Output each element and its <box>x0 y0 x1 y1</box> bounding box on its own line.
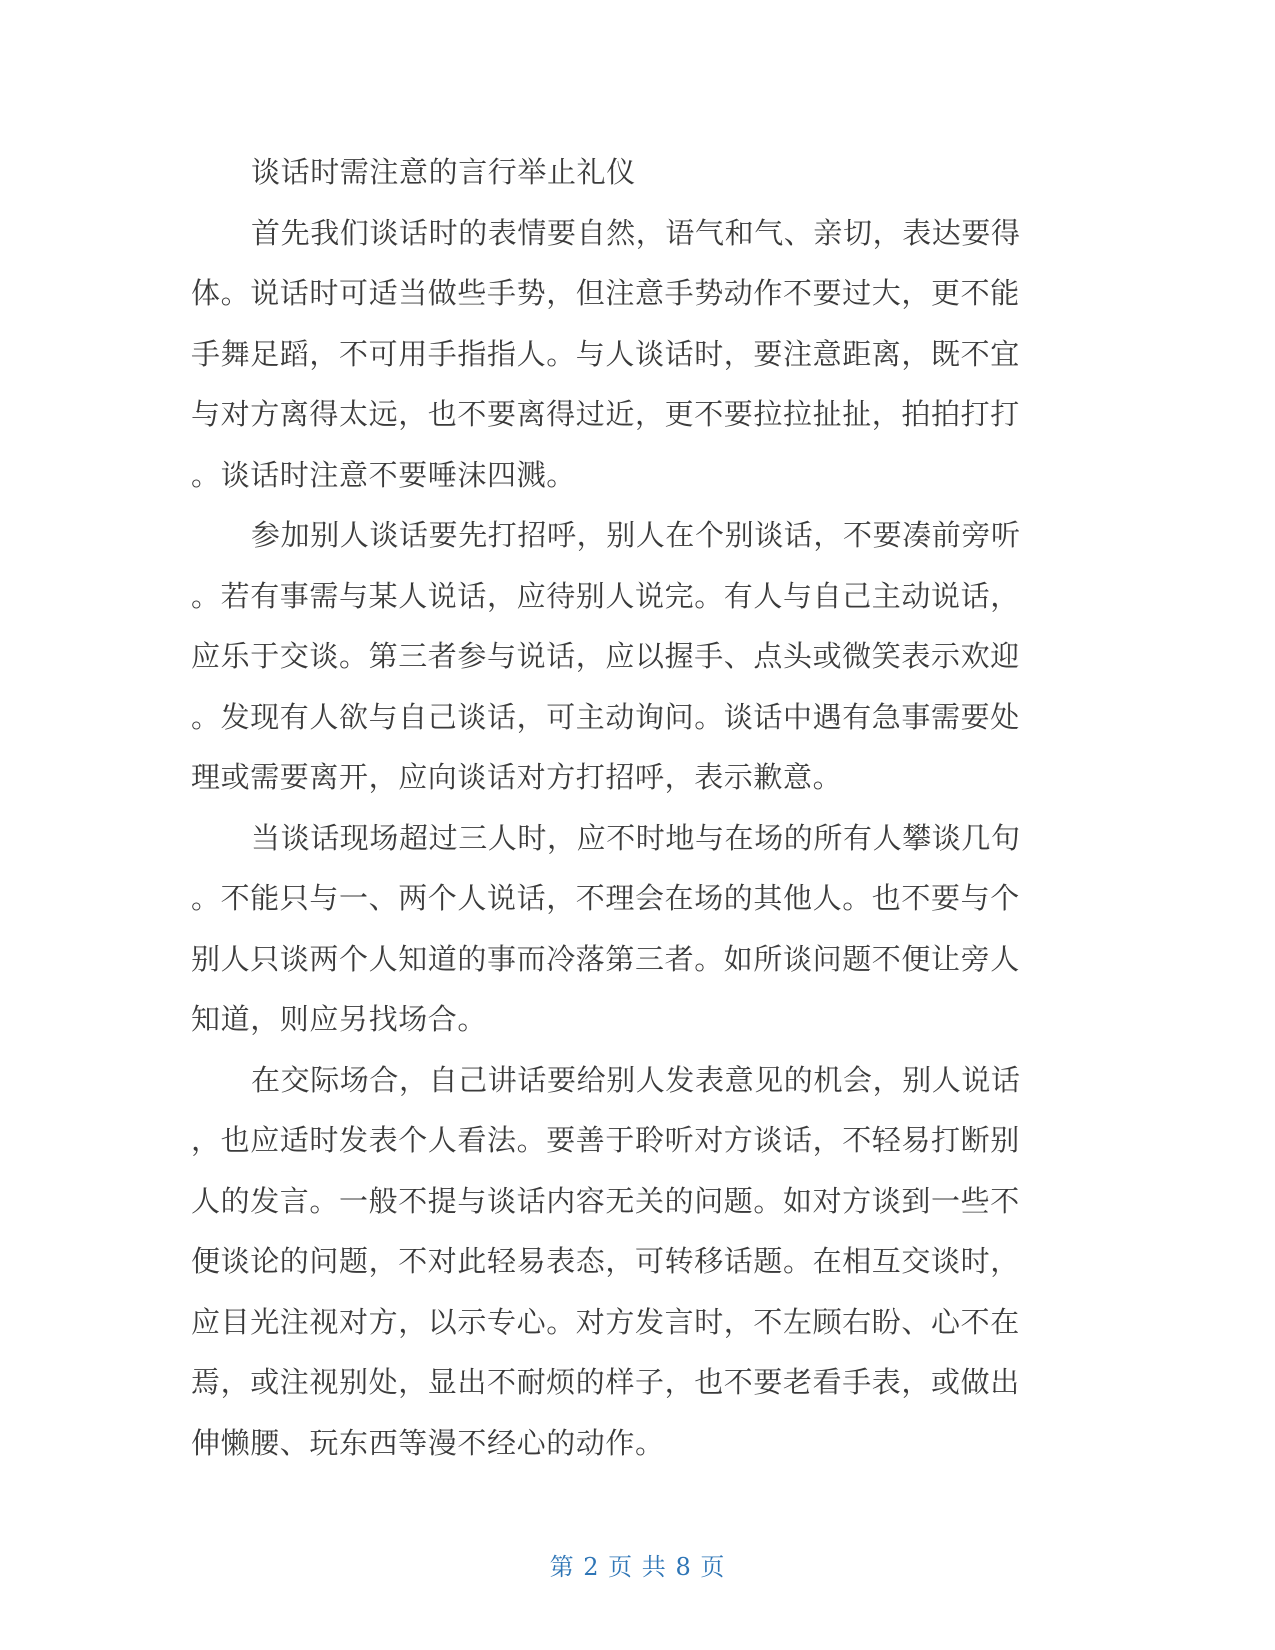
text-line: 理或需要离开，应向谈话对方打招呼，表示歉意。 <box>191 760 843 794</box>
text-line: 与对方离得太远，也不要离得过近，更不要拉拉扯扯，拍拍打打 <box>191 397 1020 431</box>
text-line: 。谈话时注意不要唾沫四溅。 <box>191 457 576 492</box>
text-line: 。若有事需与某人说话，应待别人说完。有人与自己主动说话， <box>191 578 1020 613</box>
text-line: 便谈论的问题，不对此轻易表态，可转移话题。在相互交谈时， <box>191 1244 1020 1278</box>
text-line: 。不能只与一、两个人说话，不理会在场的其他人。也不要与个 <box>191 881 1020 915</box>
text-line: 手舞足蹈，不可用手指指人。与人谈话时，要注意距离，既不宜 <box>191 336 1020 371</box>
text-line: ，也应适时发表个人看法。要善于聆听对方谈话，不轻易打断别 <box>191 1123 1020 1157</box>
text-line: 首先我们谈话时的表情要自然，语气和气、亲切，表达要得 <box>251 215 1021 250</box>
page-number-label: 第 2 页 共 8 页 <box>549 1553 726 1581</box>
text-line: 焉，或注视别处，显出不耐烦的样子，也不要老看手表，或做出 <box>191 1365 1020 1399</box>
text-line: 应目光注视对方，以示专心。对方发言时，不左顾右盼、心不在 <box>191 1304 1020 1339</box>
text-line: 别人只谈两个人知道的事而冷落第三者。如所谈问题不便让旁人 <box>191 941 1020 976</box>
text-line: 体。说话时可适当做些手势，但注意手势动作不要过大，更不能 <box>191 276 1020 310</box>
text-line: 知道，则应另找场合。 <box>191 1002 488 1036</box>
text-line: 参加别人谈话要先打招呼，别人在个别谈话，不要凑前旁听 <box>251 518 1021 552</box>
document-body <box>191 142 1067 1473</box>
document-title: 谈话时需注意的言行举止礼仪 <box>251 155 636 189</box>
text-line: 在交际场合，自己讲话要给别人发表意见的机会，别人说话 <box>251 1062 1021 1097</box>
text-line: 伸懒腰、玩东西等漫不经心的动作。 <box>191 1425 665 1460</box>
text-line: 当谈话现场超过三人时，应不时地与在场的所有人攀谈几句 <box>251 820 1021 855</box>
text-line: 应乐于交谈。第三者参与说话，应以握手、点头或微笑表示欢迎 <box>191 639 1020 673</box>
page-footer <box>0 1547 1275 1582</box>
text-line: 人的发言。一般不提与谈话内容无关的问题。如对方谈到一些不 <box>191 1183 1020 1218</box>
text-line: 。发现有人欲与自己谈话，可主动询问。谈话中遇有急事需要处 <box>191 699 1020 734</box>
